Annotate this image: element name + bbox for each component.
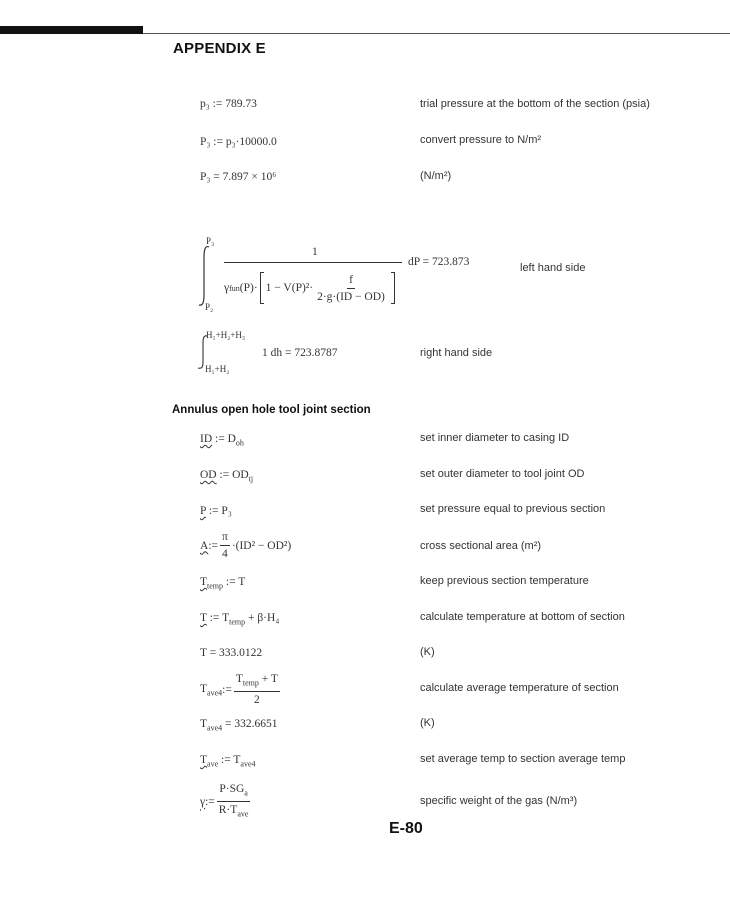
step-temp-average: $T_{ave4}$ := $\frac{T_{temp} + T}{2}$ bbox=[200, 673, 278, 707]
step-lhs: $T_{ave4}$ bbox=[200, 682, 223, 697]
specific-weight-fraction: $\frac{P\cdot SG_a}{R\cdot T_{ave}}$ bbox=[218, 783, 249, 819]
P3-value: P₃ = 7.897 × 10⁶ bbox=[200, 171, 277, 183]
step-description: calculate temperature at bottom of section bbox=[420, 611, 625, 623]
lhs-result: dP = 723.873 bbox=[408, 256, 470, 268]
lhs-upper-limit: P₃ bbox=[206, 236, 215, 246]
header-rule bbox=[143, 33, 730, 34]
step-description: (K) bbox=[420, 717, 435, 729]
pi-over-four: $\frac{\pi}{4}$ bbox=[222, 531, 228, 560]
p3-definition: p₃ := 789.73 bbox=[200, 98, 257, 110]
lhs-denominator bbox=[224, 272, 395, 304]
rhs-integrand: 1 dh = 723.8787 bbox=[262, 347, 338, 359]
average-fraction: $\frac{T_{temp} + T}{2}$ bbox=[235, 673, 278, 707]
step-id-assign: ID := $D_{oh}$ bbox=[200, 433, 244, 448]
step-od-assign: OD := $OD_{tj}$ bbox=[200, 469, 254, 484]
step-temp-bottom: T := $T_{temp} + \beta\cdot H_4$ bbox=[200, 612, 280, 627]
right-bracket bbox=[391, 272, 395, 304]
step-lhs: γ bbox=[200, 795, 206, 808]
step-lhs: $T_{temp}$ bbox=[200, 576, 224, 591]
header-bar bbox=[0, 26, 143, 34]
step-lhs: ID bbox=[200, 433, 213, 445]
step-description: set average temp to section average temp bbox=[420, 753, 626, 765]
step-description: calculate average temperature of section bbox=[420, 682, 619, 694]
lhs-integral bbox=[196, 238, 486, 316]
step-lhs: P bbox=[200, 505, 206, 517]
bracket-content: 1 − V(P)²· bbox=[265, 282, 314, 294]
step-temp-keep: $T_{temp}$ := T bbox=[200, 576, 246, 591]
step-average-result: $T_{ave4} = 332.6651$ bbox=[200, 718, 278, 733]
step-lhs: $T_{ave}$ bbox=[200, 754, 219, 769]
step-description: set outer diameter to tool joint OD bbox=[420, 468, 585, 480]
rhs-integral bbox=[196, 330, 396, 374]
step-description: (K) bbox=[420, 646, 435, 658]
step-lhs: A bbox=[200, 539, 209, 552]
step-description: cross sectional area (m²) bbox=[420, 540, 542, 552]
lhs-numerator: 1 bbox=[312, 246, 318, 258]
integral-sign-icon bbox=[196, 244, 212, 308]
step-lhs: T bbox=[200, 612, 207, 624]
friction-numerator: f bbox=[347, 273, 355, 289]
step-description: set pressure equal to previous section bbox=[420, 503, 606, 515]
gamma-argument: (P)· bbox=[239, 282, 258, 294]
P3-conversion: P₃ := p₃·10000.0 bbox=[200, 136, 277, 148]
rhs-upper-limit: H₁+H₂+H₃ bbox=[206, 330, 246, 340]
lhs-fraction-bar bbox=[224, 262, 402, 263]
left-bracket bbox=[260, 272, 264, 304]
appendix-title: APPENDIX E bbox=[173, 40, 266, 57]
step-lhs: OD bbox=[200, 469, 217, 481]
step-description: set inner diameter to casing ID bbox=[420, 432, 570, 444]
P3-value-unit: (N/m²) bbox=[420, 170, 452, 182]
P3-conversion-description: convert pressure to N/m² bbox=[420, 134, 542, 146]
step-average-assign: $T_{ave}$ := $T_{ave4}$ bbox=[200, 754, 256, 769]
rhs-description: right hand side bbox=[420, 347, 493, 359]
step-description: keep previous section temperature bbox=[420, 575, 589, 587]
friction-fraction bbox=[315, 273, 387, 304]
page-number: E-80 bbox=[389, 820, 423, 837]
step-temp-result: T = 333.0122 bbox=[200, 647, 263, 659]
gamma-symbol: γ bbox=[224, 282, 230, 294]
section-heading: Annulus open hole tool joint section bbox=[172, 404, 371, 416]
friction-denominator: 2·g·(ID − OD) bbox=[317, 290, 385, 303]
lhs-description: left hand side bbox=[520, 262, 586, 274]
step-area-assign: A := $\frac{\pi}{4}$ ·(ID² − OD²) bbox=[200, 531, 292, 560]
step-pressure-assign: P := P₃ bbox=[200, 505, 232, 517]
step-description: specific weight of the gas (N/m³) bbox=[420, 795, 578, 807]
step-specific-weight: γ := $\frac{P\cdot SG_a}{R\cdot T_{ave}}$ bbox=[200, 782, 252, 822]
p3-description: trial pressure at the bottom of the section (psia) bbox=[420, 98, 650, 110]
gamma-subscript: fun bbox=[229, 283, 240, 293]
lhs-lower-limit: P₂ bbox=[205, 302, 214, 312]
rhs-lower-limit: H₁+H₂ bbox=[205, 364, 230, 374]
